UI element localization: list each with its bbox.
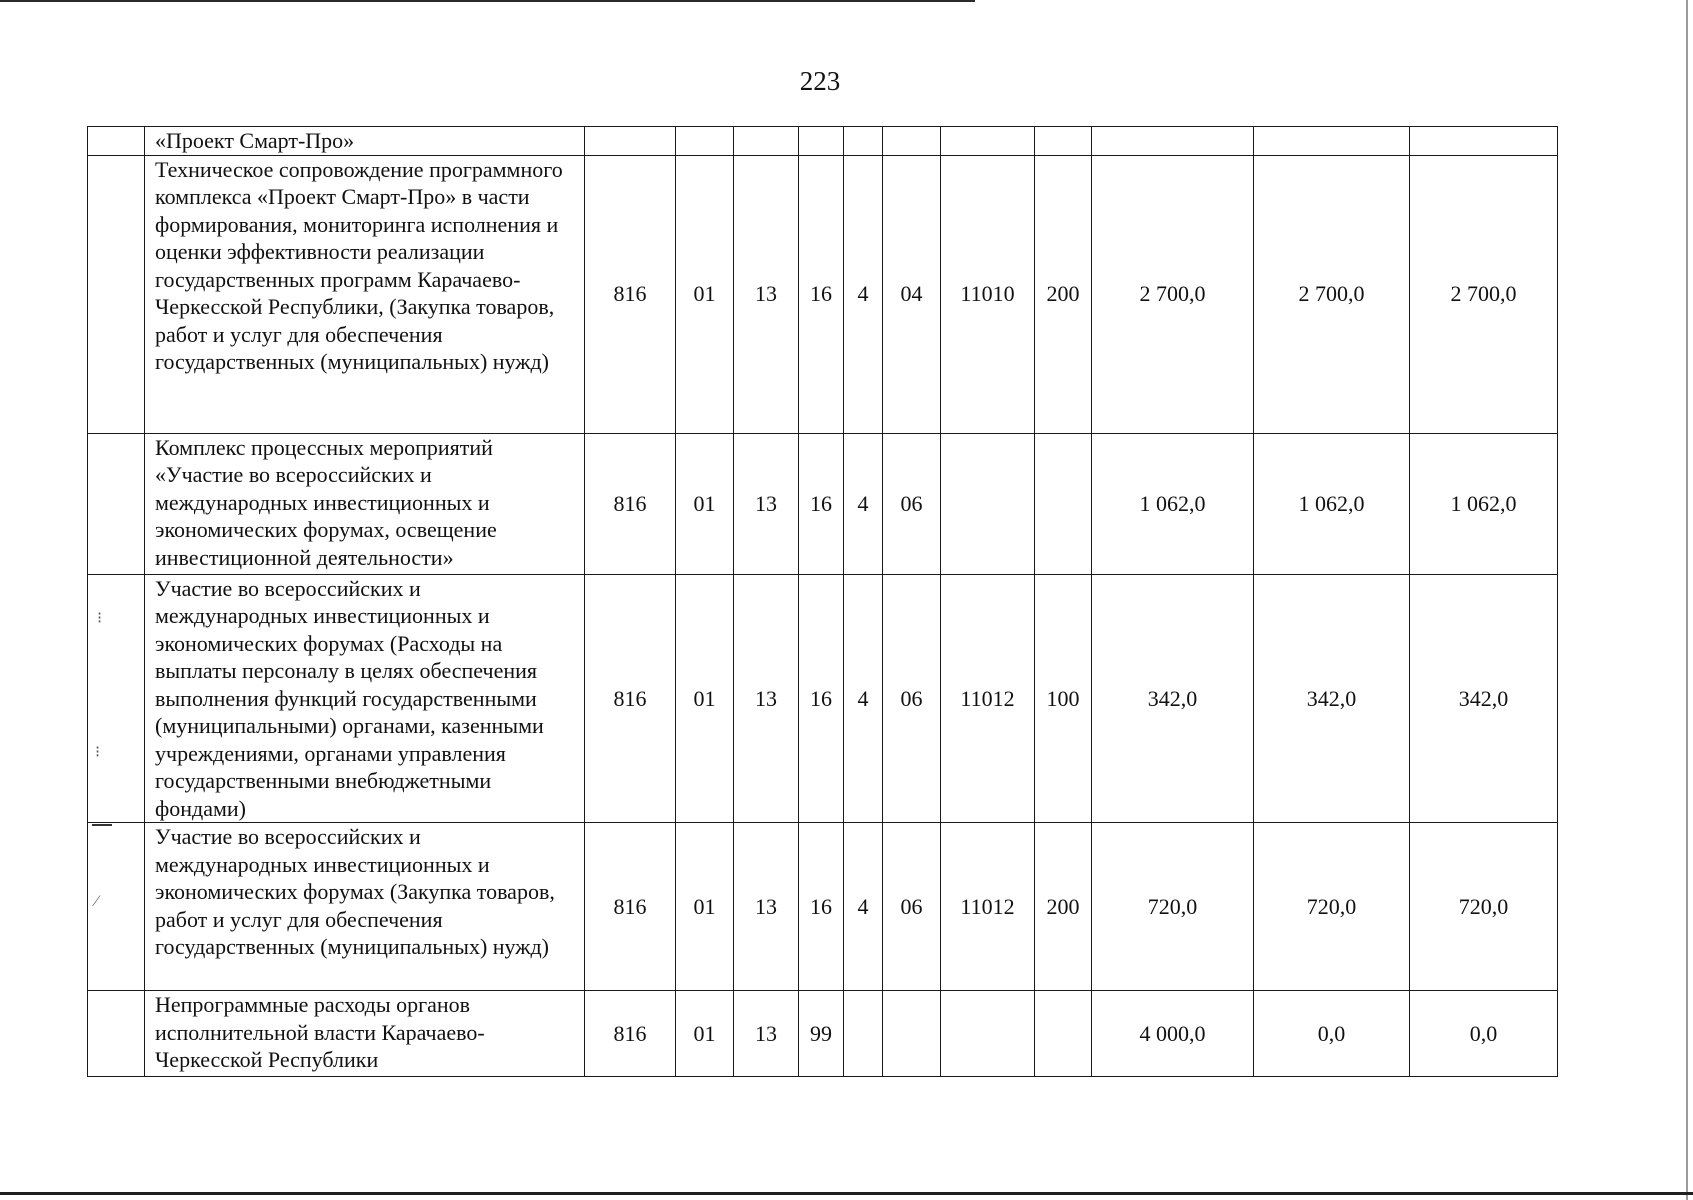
- row-number-cell: [88, 155, 145, 433]
- amount-year-3-cell: [1410, 127, 1558, 156]
- item-name-cell: Непрограммные расходы органов исполнительной власти Карачаево-Черкесской Республики: [145, 991, 585, 1077]
- direction-cell: 11012: [941, 574, 1035, 823]
- expense-type-cell: 100: [1035, 574, 1092, 823]
- scan-edge-bottom: [0, 1192, 1693, 1195]
- ministry-code-cell: 816: [585, 574, 676, 823]
- section-cell: 01: [676, 574, 734, 823]
- section-cell: [676, 127, 734, 156]
- subsection-cell: 13: [734, 433, 799, 574]
- section-cell: 01: [676, 823, 734, 991]
- subsection-cell: 13: [734, 823, 799, 991]
- table-row: [88, 823, 1558, 991]
- amount-year-2-cell: 720,0: [1254, 823, 1410, 991]
- amount-year-3-cell: 1 062,0: [1410, 433, 1558, 574]
- budget-table: [87, 126, 1558, 1077]
- amount-year-1-cell: 4 000,0: [1092, 991, 1254, 1077]
- row-number-cell: [88, 991, 145, 1077]
- item-name-cell: «Проект Смарт-Про»: [145, 127, 585, 156]
- margin-tick-mark: ⁝: [95, 744, 101, 761]
- table-row: [88, 574, 1558, 823]
- structure-element-cell: 06: [883, 433, 941, 574]
- item-name-cell: Комплекс процессных мероприятий «Участие во всероссийских и международных инвестиционных и экономических форумах, освещение инвестиционной деятельности»: [145, 433, 585, 574]
- program-type-cell: 4: [844, 155, 883, 433]
- expense-type-cell: 200: [1035, 823, 1092, 991]
- direction-cell: 11012: [941, 823, 1035, 991]
- table-row: [88, 155, 1558, 433]
- structure-element-cell: 06: [883, 574, 941, 823]
- amount-year-1-cell: 1 062,0: [1092, 433, 1254, 574]
- margin-pen-stroke: [92, 824, 112, 826]
- amount-year-3-cell: 0,0: [1410, 991, 1558, 1077]
- expense-type-cell: [1035, 433, 1092, 574]
- amount-year-2-cell: 0,0: [1254, 991, 1410, 1077]
- table-row: [88, 991, 1558, 1077]
- amount-year-3-cell: 342,0: [1410, 574, 1558, 823]
- page-number: 223: [799, 66, 841, 96]
- expense-type-cell: [1035, 127, 1092, 156]
- ministry-code-cell: 816: [585, 991, 676, 1077]
- direction-cell: [941, 991, 1035, 1077]
- row-number-cell: [88, 127, 145, 156]
- table-body: [88, 127, 1558, 1077]
- ministry-code-cell: 816: [585, 823, 676, 991]
- program-type-cell: [844, 991, 883, 1077]
- program-type-cell: 4: [844, 823, 883, 991]
- structure-element-cell: 06: [883, 823, 941, 991]
- program-cell: 99: [799, 991, 844, 1077]
- subsection-cell: [734, 127, 799, 156]
- amount-year-2-cell: 342,0: [1254, 574, 1410, 823]
- amount-year-1-cell: 2 700,0: [1092, 155, 1254, 433]
- scan-edge-top: [0, 0, 975, 2]
- program-cell: [799, 127, 844, 156]
- expense-type-cell: [1035, 991, 1092, 1077]
- expense-type-cell: 200: [1035, 155, 1092, 433]
- ministry-code-cell: [585, 127, 676, 156]
- amount-year-1-cell: [1092, 127, 1254, 156]
- program-cell: 16: [799, 155, 844, 433]
- subsection-cell: 13: [734, 991, 799, 1077]
- amount-year-1-cell: 342,0: [1092, 574, 1254, 823]
- structure-element-cell: [883, 991, 941, 1077]
- structure-element-cell: 04: [883, 155, 941, 433]
- ministry-code-cell: 816: [585, 433, 676, 574]
- program-type-cell: [844, 127, 883, 156]
- program-type-cell: 4: [844, 433, 883, 574]
- program-cell: 16: [799, 574, 844, 823]
- section-cell: 01: [676, 433, 734, 574]
- item-name-cell: Участие во всероссийских и международных инвестиционных и экономических форумах (Расходы на выплаты персоналу в целях обеспечения выполнения функций государственными (муниципальными) органами, казенными учреждениями, органами управления государственными внебюджетными фондами): [145, 574, 585, 823]
- table-row: [88, 433, 1558, 574]
- row-number-cell: [88, 433, 145, 574]
- direction-cell: [941, 127, 1035, 156]
- direction-cell: 11010: [941, 155, 1035, 433]
- margin-tick-mark: ⁄: [95, 893, 98, 910]
- ministry-code-cell: 816: [585, 155, 676, 433]
- amount-year-3-cell: 2 700,0: [1410, 155, 1558, 433]
- amount-year-2-cell: 2 700,0: [1254, 155, 1410, 433]
- margin-tick-mark: ⁝: [97, 610, 103, 627]
- scan-edge-right: [1686, 0, 1688, 1200]
- section-cell: 01: [676, 991, 734, 1077]
- item-name-cell: Участие во всероссийских и международных инвестиционных и экономических форумах (Закупка товаров, работ и услуг для обеспечения государственных (муниципальных) нужд): [145, 823, 585, 991]
- direction-cell: [941, 433, 1035, 574]
- subsection-cell: 13: [734, 155, 799, 433]
- program-type-cell: 4: [844, 574, 883, 823]
- amount-year-2-cell: [1254, 127, 1410, 156]
- amount-year-2-cell: 1 062,0: [1254, 433, 1410, 574]
- program-cell: 16: [799, 823, 844, 991]
- section-cell: 01: [676, 155, 734, 433]
- structure-element-cell: [883, 127, 941, 156]
- item-name-cell: Техническое сопровождение программного комплекса «Проект Смарт-Про» в части формирования, мониторинга исполнения и оценки эффективности реализации государственных программ Карачаево-Черкесской Республики, (Закупка товаров, работ и услуг для обеспечения государственных (муниципальных) нужд): [145, 155, 585, 433]
- amount-year-1-cell: 720,0: [1092, 823, 1254, 991]
- table-row: [88, 127, 1558, 156]
- subsection-cell: 13: [734, 574, 799, 823]
- amount-year-3-cell: 720,0: [1410, 823, 1558, 991]
- program-cell: 16: [799, 433, 844, 574]
